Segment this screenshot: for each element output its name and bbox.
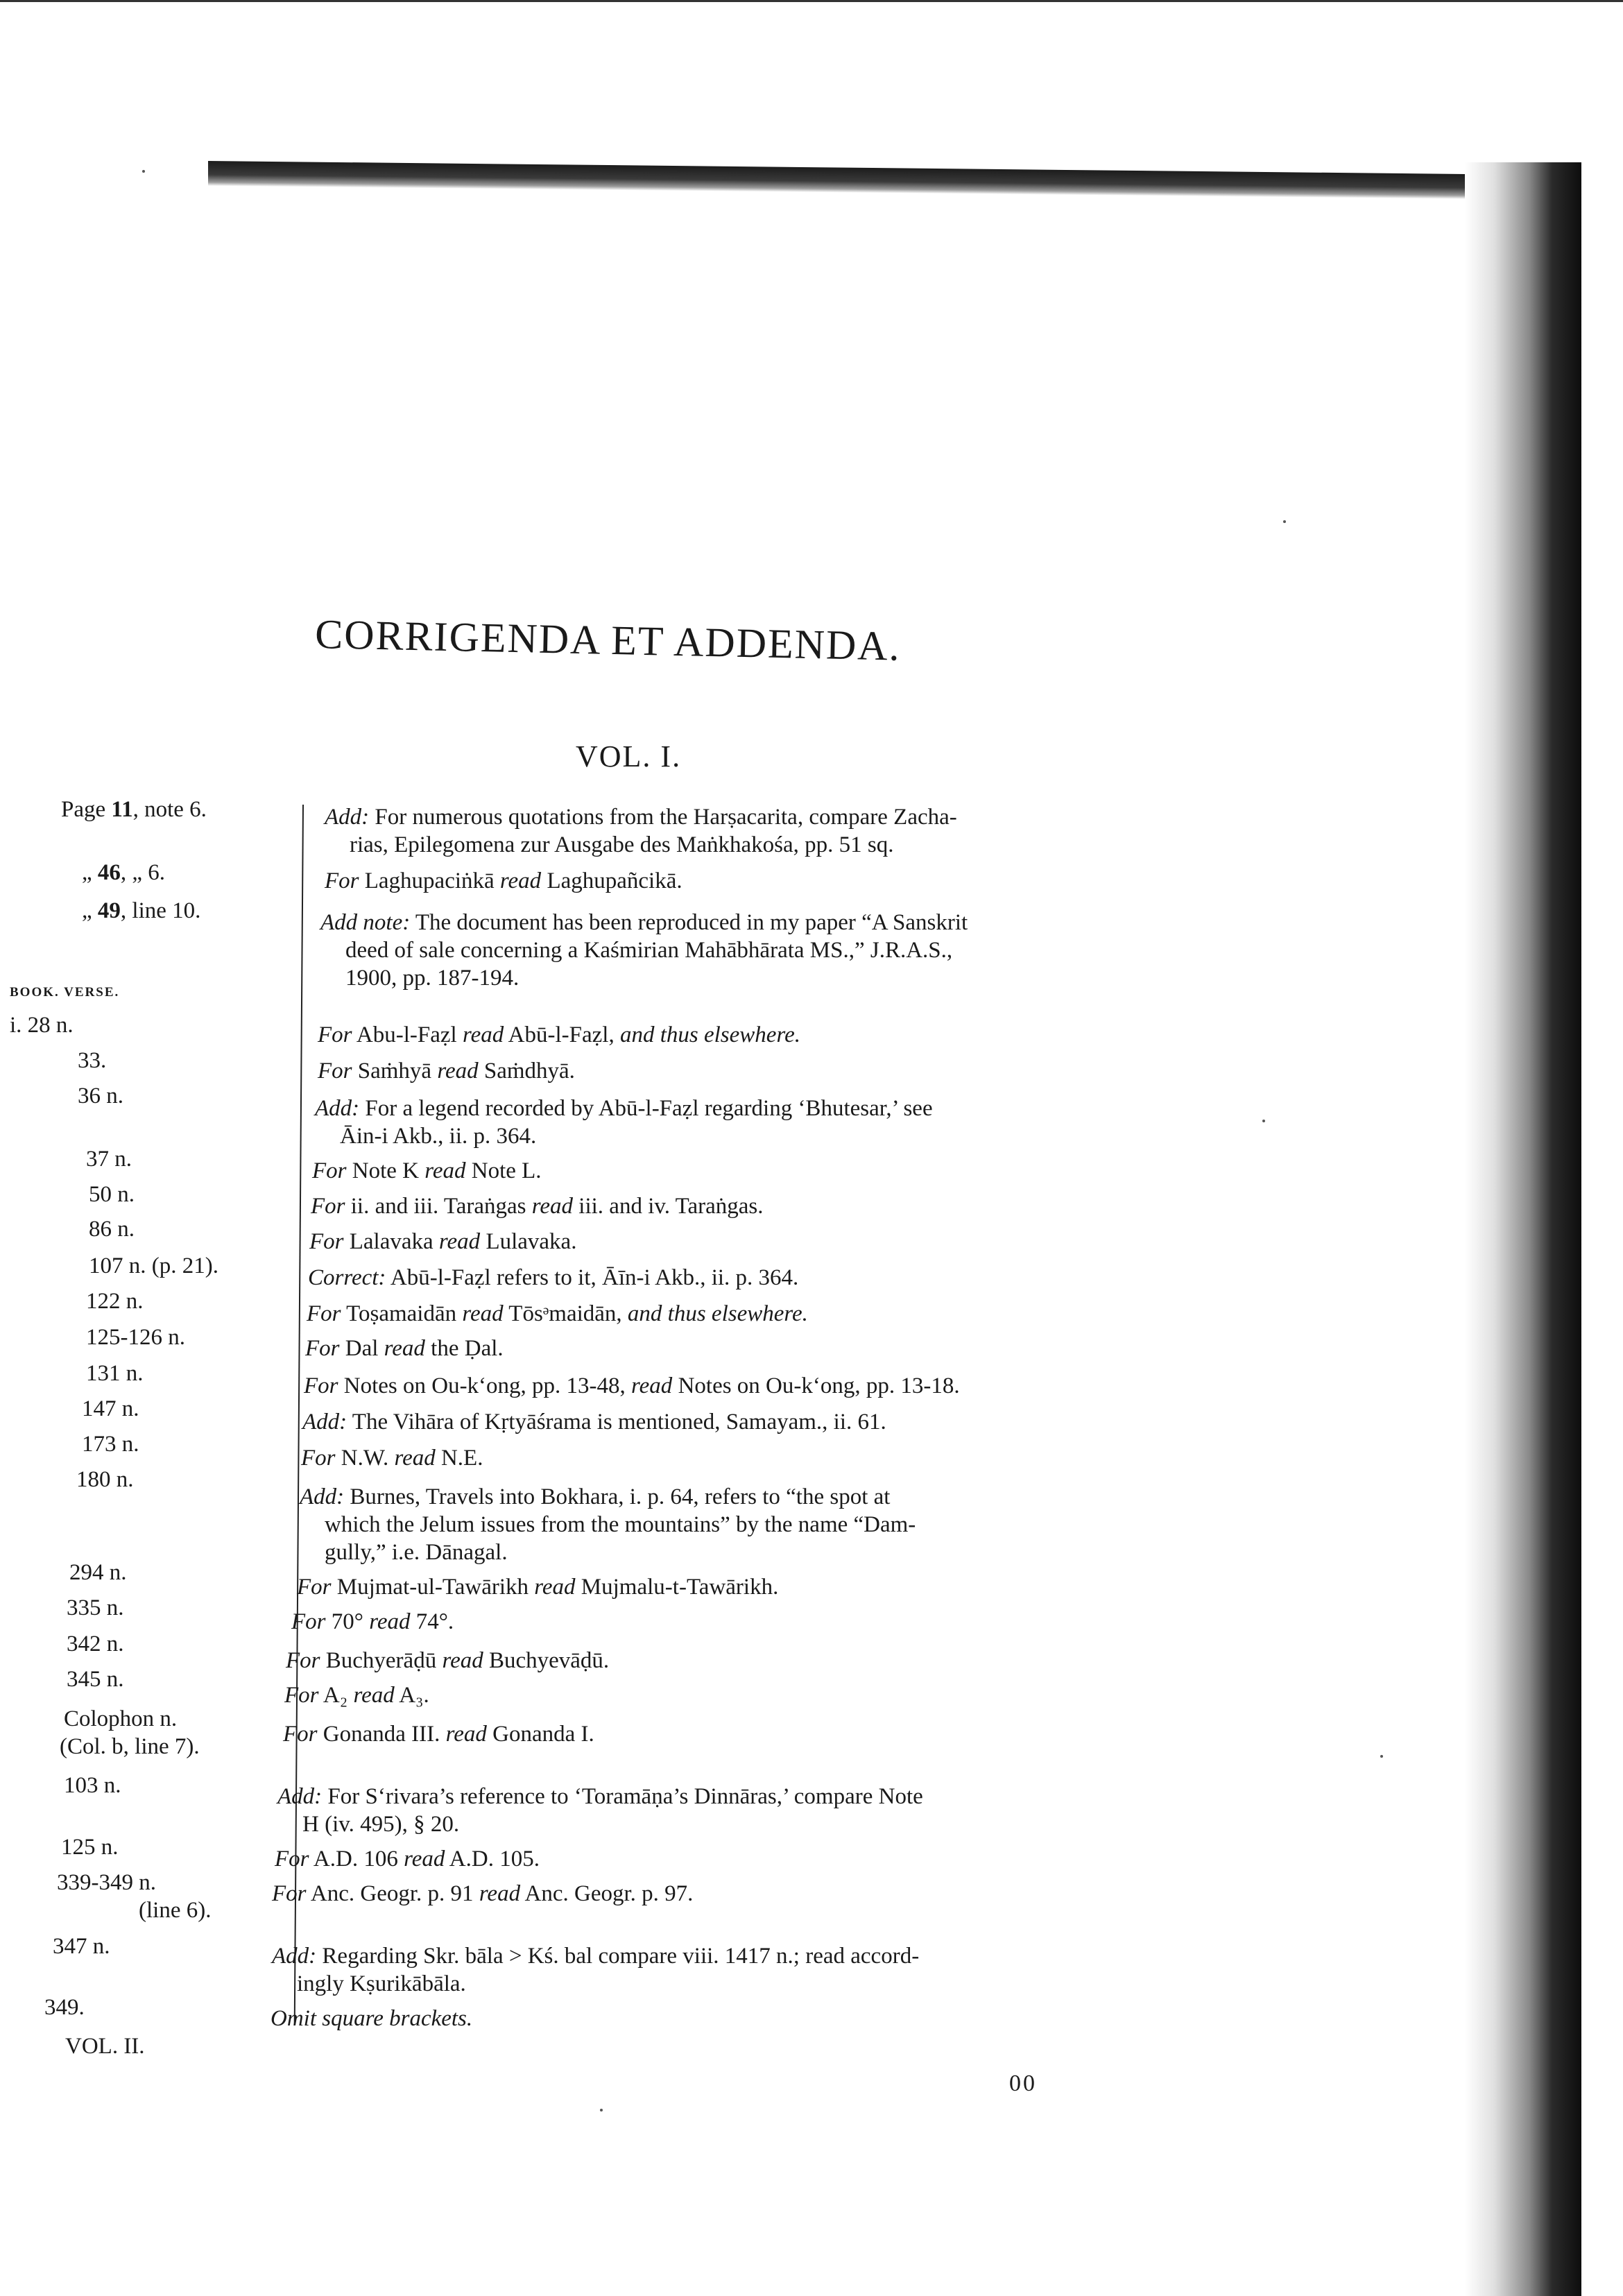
ref-122n: 122 n. [86, 1289, 144, 1314]
entry-line: 1900, pp. 187-194. [345, 966, 519, 991]
entry-line: deed of sale concerning a Kaśmirian Mahābhārata MS.,” J.R.A.S., [345, 938, 953, 963]
entry-line: For Anc. Geogr. p. 91 read Anc. Geogr. p. 97. [272, 1881, 694, 1906]
entry-line: For Mujmat-ul-Tawārikh read Mujmalu-t-Tawārikh. [297, 1575, 779, 1600]
entry-line: For A.D. 106 read A.D. 105. [275, 1847, 540, 1871]
ref-131n: 131 n. [86, 1361, 144, 1386]
entry-line: ingly Kṣurikābāla. [297, 1971, 466, 1996]
ref-page-49: „ 49, line 10. [82, 898, 201, 923]
entry-line: For A₂ read A₃. [284, 1683, 429, 1708]
ref-33: 33. [78, 1048, 107, 1073]
entry-line: rias, Epilegomena zur Ausgabe des Maṅkhakośa, pp. 51 sq. [350, 832, 894, 857]
ref-86n: 86 n. [89, 1217, 135, 1242]
scan-speck [1283, 520, 1286, 523]
entry-line: Add note: The document has been reproduced in my paper “A Sanskrit [320, 910, 968, 935]
ref-colophon-col: (Col. b, line 7). [60, 1734, 200, 1759]
ref-28n: i. 28 n. [10, 1013, 74, 1038]
entry-line: For Toṣamaidān read Tōsᵊmaidān, and thus elsewhere. [307, 1301, 808, 1326]
entry-line: Add: The Vihāra of Kṛtyāśrama is mentioned, Samayam., ii. 61. [302, 1410, 886, 1434]
page-edge-shadow-right [1465, 162, 1581, 2296]
entry-line: For ii. and iii. Taraṅgas read iii. and iv. Taraṅgas. [311, 1194, 764, 1219]
scan-speck [600, 2109, 603, 2111]
page-edge-shadow-top [208, 161, 1581, 200]
ref-125n: 125 n. [61, 1835, 119, 1860]
ref-173n: 173 n. [82, 1432, 139, 1457]
ref-294n: 294 n. [69, 1560, 127, 1585]
scan-speck [1262, 1120, 1265, 1122]
entry-line: Add: For a legend recorded by Abū-l-Faẓl regarding ‘Bhutesar,’ see [315, 1096, 933, 1121]
column-heading: BOOK. VERSE. [10, 985, 120, 1000]
entry-line: Omit square brackets. [270, 2006, 473, 2031]
entry-line: Add: Regarding Skr. bāla > Kś. bal compare viii. 1417 n.; read accord- [272, 1944, 920, 1969]
ref-147n: 147 n. [82, 1396, 139, 1421]
entry-line: For 70° read 74°. [291, 1609, 454, 1634]
page-number: 00 [1009, 2071, 1037, 2096]
ref-103n: 103 n. [64, 1773, 121, 1798]
entry-line: For Lalavaka read Lulavaka. [309, 1229, 577, 1254]
ref-page-46: „ 46, „ 6. [82, 860, 166, 885]
ref-347n: 347 n. [53, 1934, 110, 1959]
entry-line: For Buchyerāḍū read Buchyevāḍū. [286, 1648, 610, 1673]
ref-vol-ii: VOL. II. [65, 2034, 145, 2059]
ref-339-349-line: (line 6). [139, 1898, 212, 1923]
ref-339-349n: 339-349 n. [57, 1870, 156, 1895]
entry-line: For Saṁhyā read Saṁdhyā. [318, 1059, 575, 1083]
entry-line: H (iv. 495), § 20. [302, 1812, 460, 1837]
entry-line: For Note K read Note L. [312, 1158, 542, 1183]
ref-colophon: Colophon n. [64, 1706, 178, 1731]
entry-line: For Abu-l-Faẓl read Abū-l-Faẓl, and thus elsewhere. [318, 1022, 800, 1047]
entry-line: For Notes on Ou-k‘ong, pp. 13-48, read Notes on Ou-k‘ong, pp. 13-18. [304, 1373, 960, 1398]
ref-342n: 342 n. [67, 1631, 124, 1656]
scan-top-border [0, 0, 1623, 2]
ref-180n: 180 n. [76, 1467, 134, 1492]
entry-line: Add: For numerous quotations from the Harṣacarita, compare Zacha- [325, 805, 957, 830]
ref-page-11: Page 11, note 6. [61, 797, 207, 822]
entry-line: Āin-i Akb., ii. p. 364. [340, 1124, 537, 1149]
entry-line: Add: Burnes, Travels into Bokhara, i. p. 64, refers to “the spot at [300, 1484, 891, 1509]
ref-36n: 36 n. [78, 1083, 123, 1108]
entry-line: Add: For S‘rivara’s reference to ‘Toramāṇa’s Dinnāras,’ compare Note [277, 1784, 923, 1809]
entry-line: For N.W. read N.E. [301, 1446, 483, 1471]
ref-50n: 50 n. [89, 1182, 135, 1207]
ref-349: 349. [44, 1995, 85, 2020]
scan-speck [1380, 1755, 1383, 1758]
entry-line: For Laghupaciṅkā read Laghupañcikā. [325, 868, 682, 893]
ref-125-126n: 125-126 n. [86, 1325, 185, 1350]
entry-line: For Gonanda III. read Gonanda I. [283, 1722, 594, 1747]
ref-37n: 37 n. [86, 1147, 132, 1172]
entry-line: For Dal read the Ḍal. [305, 1336, 504, 1361]
entry-line: which the Jelum issues from the mountains” by the name “Dam- [325, 1512, 916, 1537]
volume-heading: VOL. I. [576, 739, 682, 773]
entry-line: gully,” i.e. Dānagal. [325, 1540, 508, 1565]
page-title: CORRIGENDA ET ADDENDA. [314, 610, 902, 669]
ref-107n: 107 n. (p. 21). [89, 1253, 218, 1278]
ref-335n: 335 n. [67, 1595, 124, 1620]
scan-speck [142, 170, 145, 173]
ref-345n: 345 n. [67, 1667, 124, 1692]
entry-line: Correct: Abū-l-Faẓl refers to it, Āīn-i Akb., ii. p. 364. [308, 1265, 799, 1290]
